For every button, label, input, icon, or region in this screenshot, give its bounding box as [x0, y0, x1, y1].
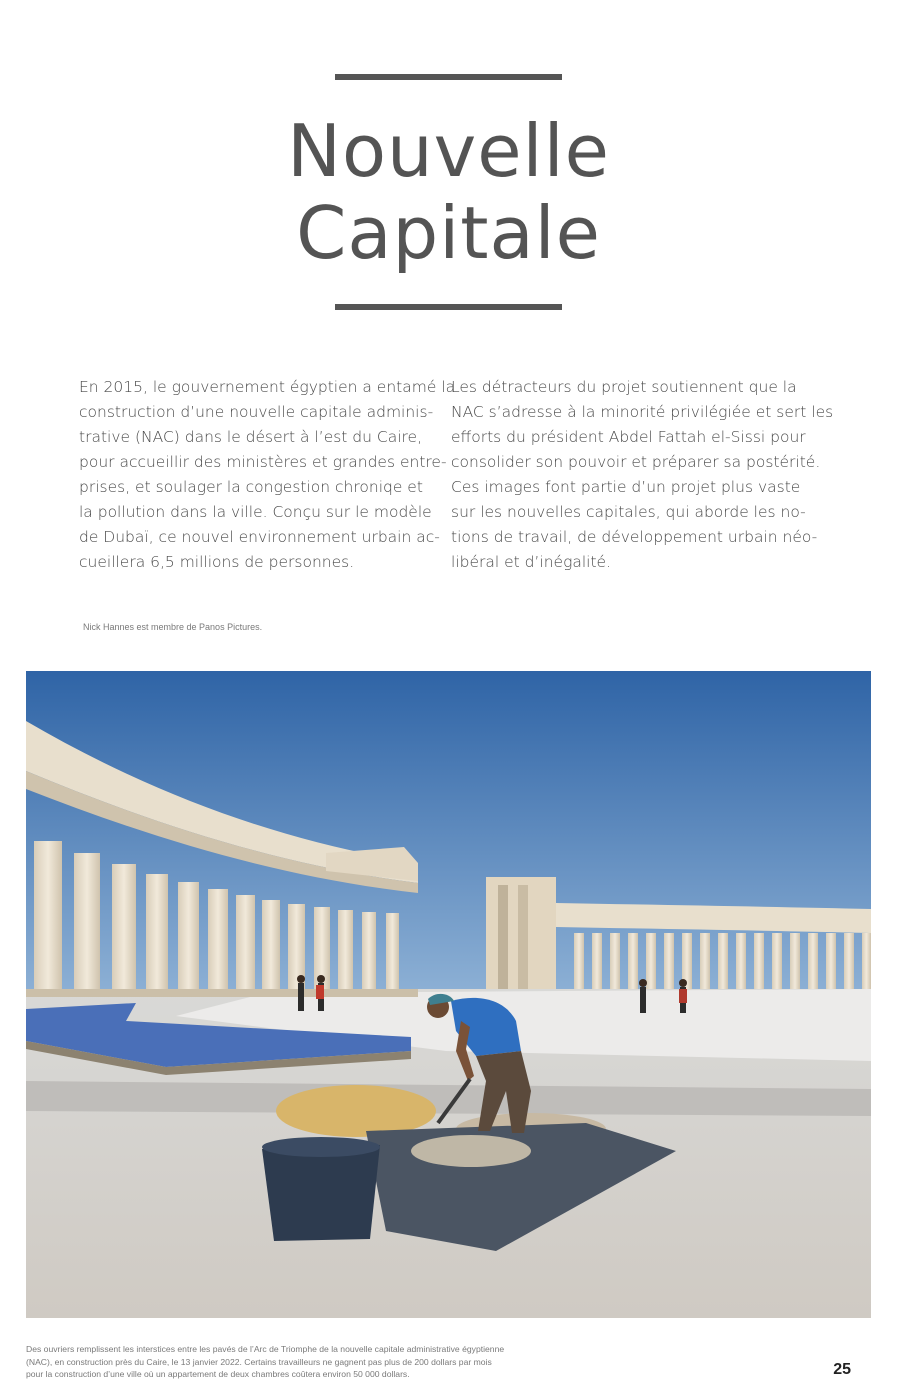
page-number: 25 — [833, 1361, 851, 1378]
text-line: libéral et d’inégalité. — [451, 553, 612, 571]
text-line: pour accueillir des ministères et grandes entre- — [79, 453, 447, 471]
text-line: efforts du président Abdel Fattah el-Sissi pour — [451, 428, 806, 446]
title-line-2: Capitale — [296, 191, 601, 275]
text-line: trative (NAC) dans le désert à l’est du Caire, — [79, 428, 423, 446]
text-line: cueillera 6,5 millions de personnes. — [79, 553, 355, 571]
photograph-illustration — [26, 671, 871, 1318]
intro-column-right — [451, 375, 834, 575]
caption-line: Des ouvriers remplissent les interstices entre les pavés de l’Arc de Triomphe de la nouvelle capitale administrative égyptienne — [26, 1344, 505, 1354]
photograph — [26, 671, 871, 1318]
photo-caption — [26, 1343, 566, 1381]
caption-line: pour la construction d’une ville où un appartement de deux chambres coûtera environ 50 000 dollars. — [26, 1369, 410, 1379]
text-line: Ces images font partie d’un projet plus vaste — [451, 478, 801, 496]
text-line: de Dubaï, ce nouvel environnement urbain ac- — [79, 528, 440, 546]
intro-column-left — [79, 375, 456, 575]
photographer-credit: Nick Hannes est membre de Panos Pictures. — [83, 622, 263, 632]
title-rule-top — [335, 74, 562, 80]
text-line: prises, et soulager la congestion chroniqe et — [79, 478, 423, 496]
text-line: consolider son pouvoir et préparer sa postérité. — [451, 453, 821, 471]
text-line: la pollution dans la ville. Conçu sur le modèle — [79, 503, 432, 521]
title-rule-bottom — [335, 304, 562, 310]
caption-line: (NAC), en construction près du Caire, le 13 janvier 2022. Certains travailleurs ne gagnent pas plus de 200 dollars par mois — [26, 1356, 492, 1367]
text-line: NAC s’adresse à la minorité privilégiée et sert les — [451, 403, 834, 421]
text-line: construction d’une nouvelle capitale adminis- — [79, 403, 434, 421]
title-line-1: Nouvelle — [287, 109, 610, 193]
text-line: En 2015, le gouvernement égyptien a entamé la — [79, 378, 456, 396]
text-line: tions de travail, de développement urbain néo- — [451, 528, 818, 546]
text-line: Les détracteurs du projet soutiennent que la — [451, 378, 797, 396]
text-line: sur les nouvelles capitales, qui aborde les no- — [451, 503, 806, 521]
page-title — [0, 110, 897, 274]
